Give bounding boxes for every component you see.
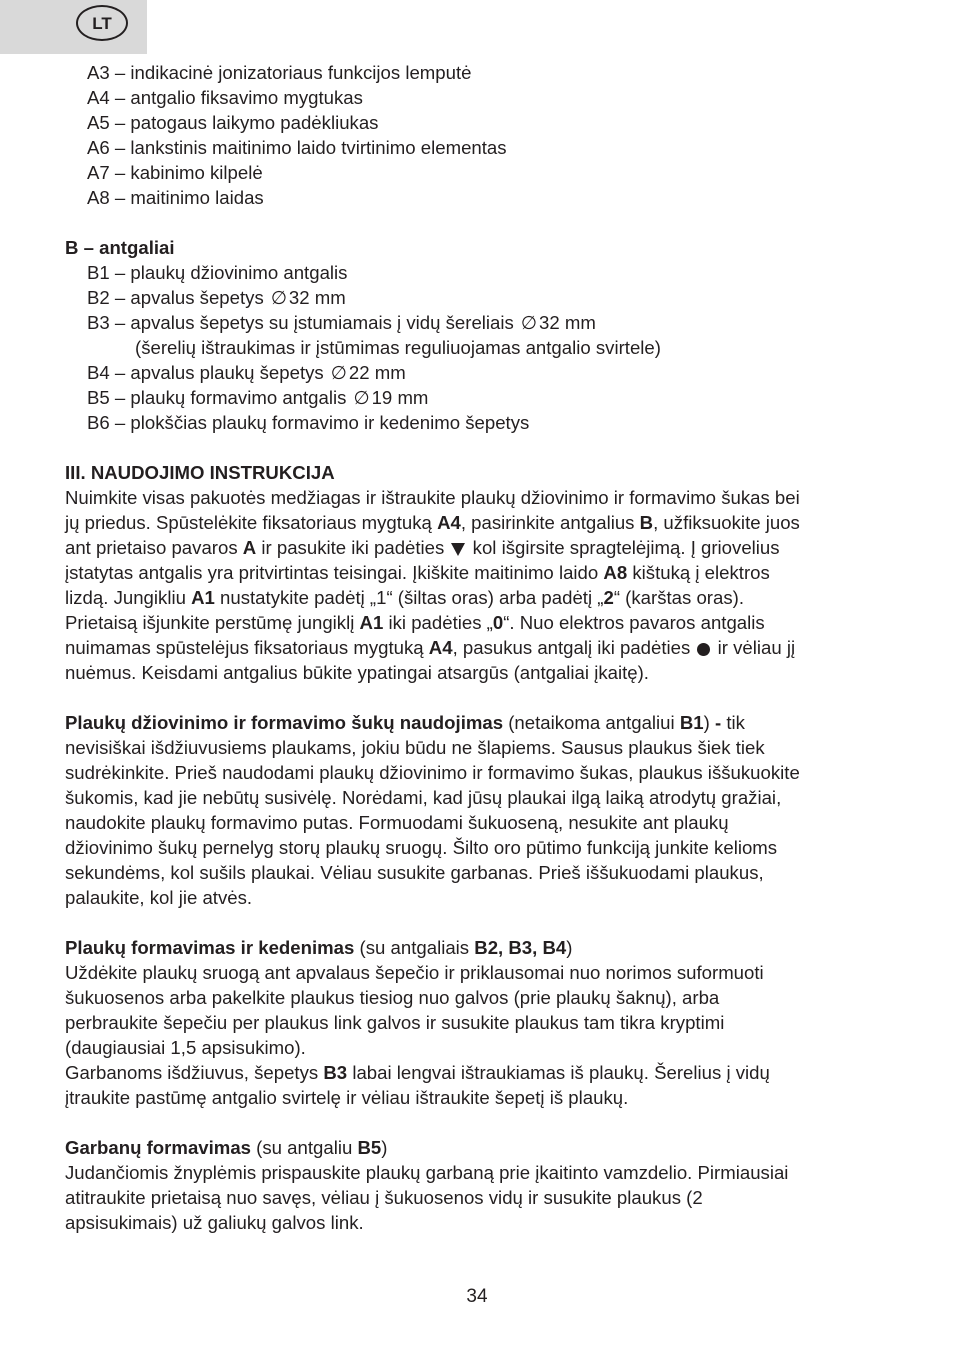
list-item-b3: B3 – apvalus šepetys su įstumiamais į vidų šereliais ∅ 32 mm (87, 312, 596, 333)
paragraph-line: ant prietaiso pavaros A ir pasukite iki padėties kol išgirsite spragtelėjimą. Į griovelius (65, 537, 780, 558)
page-number: 34 (466, 1286, 488, 1307)
list-item-b3-note: (šerelių ištraukimas ir įstūmimas reguliuojamas antgalio svirtele) (135, 337, 661, 358)
paragraph-line: jų priedus. Spūstelėkite fiksatoriaus mygtuką A4, pasirinkite antgalius B, užfiksuokite juos (65, 512, 800, 533)
paragraph-line: perbraukite šepečiu per plaukus link galvos ir susukite plaukus tam tikra kryptimi (65, 1012, 725, 1033)
list-item-b4: B4 – apvalus plaukų šepetys ∅ 22 mm (87, 362, 406, 383)
list-item-a4: A4 – antgalio fiksavimo mygtukas (87, 87, 363, 108)
paragraph-line: įtraukite pastūmę antgalio svirtelę ir vėliau ištraukite šepetį iš plaukų. (65, 1087, 629, 1108)
list-item-a7: A7 – kabinimo kilpelė (87, 162, 263, 183)
paragraph-line: naudokite plaukų formavimo putas. Formuodami šukuoseną, nesukite ant plaukų (65, 812, 729, 833)
paragraph-line: sudrėkinkite. Prieš naudodami plaukų džiovinimo ir formavimo šukas, plaukus iššukuokite (65, 762, 800, 783)
list-item-a8: A8 – maitinimo laidas (87, 187, 264, 208)
section-drying-heading: Plaukų džiovinimo ir formavimo šukų naudojimas (netaikoma antgaliui B1) - tik (65, 712, 745, 733)
paragraph-line: Garbanoms išdžiuvus, šepetys B3 labai lengvai ištraukiamas iš plaukų. Šerelius į vidų (65, 1062, 770, 1083)
language-tab (0, 0, 147, 54)
paragraph-line: džiovinimo šukų pernelyg storų plaukų sruogų. Šilto oro pūtimo funkciją junkite kelioms (65, 837, 778, 858)
diameter-icon: ∅ (330, 362, 347, 383)
paragraph-line: nuimamas spūstelėjus fiksatoriaus mygtuką A4, pasukus antgalį iki padėties ir vėliau jį (65, 637, 796, 658)
list-item-a5: A5 – patogaus laikymo padėkliukas (87, 112, 379, 133)
paragraph-line: lizdą. Jungikliu A1 nustatykite padėtį „1“ (šiltas oras) arba padėtį „2“ (karštas oras). (65, 587, 744, 608)
paragraph-line: šukuosenos arba pakelkite plaukus tiesiog nuo galvos (prie plaukų šaknų), arba (65, 987, 720, 1008)
diameter-icon: ∅ (520, 312, 538, 333)
paragraph-line: Nuimkite visas pakuotės medžiagas ir ištraukite plaukų džiovinimo ir formavimo šukas bei (65, 487, 800, 508)
list-item-b1: B1 – plaukų džiovinimo antgalis (87, 262, 348, 283)
paragraph-line: įstatytas antgalis yra pritvirtintas teisingai. Įkiškite maitinimo laido A8 kištuką į elektros (65, 562, 770, 583)
list-item-b2: B2 – apvalus šepetys ∅ 32 mm (87, 287, 346, 308)
paragraph-line: Judančiomis žnyplėmis prispauskite plaukų garbaną prie įkaitinto vamzdelio. Pirmiausiai (65, 1162, 789, 1183)
filled-circle-icon (697, 643, 710, 656)
list-item-a3: A3 – indikacinė jonizatoriaus funkcijos lemputė (87, 62, 472, 83)
section-iii-heading: III. NAUDOJIMO INSTRUKCIJA (65, 462, 335, 483)
paragraph-line: sekundėms, kol sušils plaukai. Vėliau susukite garbanas. Prieš iššukuodami plaukus, (65, 862, 764, 883)
section-b-heading: B – antgaliai (65, 237, 175, 258)
paragraph-line: apsisukimais) už galiukų galvos link. (65, 1212, 364, 1233)
paragraph-line: palaukite, kol jie atvės. (65, 887, 253, 908)
paragraph-line: šukomis, kad jie nebūtų susivėlę. Norėdami, kad jūsų plaukai ilgą laiką atrodytų gražiai, (65, 787, 782, 808)
paragraph-line: (daugiausiai 1,5 apsisukimo). (65, 1037, 306, 1058)
paragraph-line: Uždėkite plaukų sruogą ant apvalaus šepečio ir priklausomai nuo norimos suformuoti (65, 962, 764, 983)
paragraph-line: atitraukite prietaisą nuo savęs, vėliau į šukuosenos vidų ir susukite plaukus (2 (65, 1187, 703, 1208)
list-item-a6: A6 – lankstinis maitinimo laido tvirtinimo elementas (87, 137, 507, 158)
diameter-icon: ∅ (353, 387, 370, 408)
page-content (65, 60, 885, 1235)
list-item-b6: B6 – plokščias plaukų formavimo ir kedenimo šepetys (87, 412, 530, 433)
section-curls-heading: Garbanų formavimas (su antgaliu B5) (65, 1137, 388, 1158)
paragraph-line: Prietaisą išjunkite perstūmę jungiklį A1 iki padėties „0“. Nuo elektros pavaros antgalis (65, 612, 765, 633)
diameter-icon: ∅ (270, 287, 288, 308)
list-item-b5: B5 – plaukų formavimo antgalis ∅ 19 mm (87, 387, 429, 408)
language-badge: LT (76, 5, 128, 41)
section-styling-heading: Plaukų formavimas ir kedenimas (su antgaliais B2, B3, B4) (65, 937, 573, 958)
paragraph-line: nuėmus. Keisdami antgalius būkite ypatingai atsargūs (antgaliai įkaitę). (65, 662, 649, 683)
triangle-down-icon (451, 543, 465, 556)
paragraph-line: nevisiškai išdžiuvusiems plaukams, jokiu būdu ne šlapiems. Sausus plaukus šiek tiek (65, 737, 765, 758)
